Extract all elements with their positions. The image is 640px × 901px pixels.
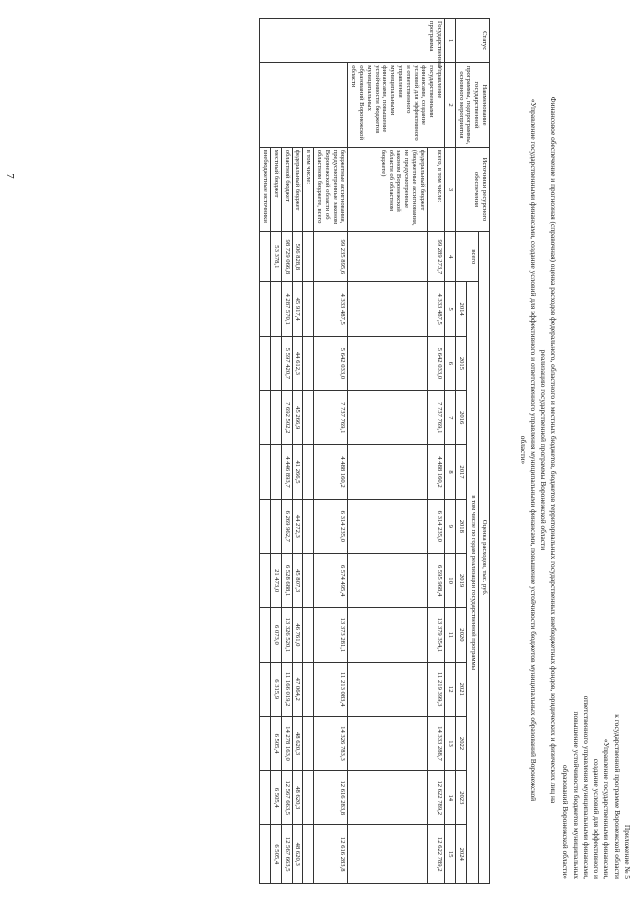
year-value-cell: 5 642 033,0: [314, 336, 348, 390]
year-header: 2019: [455, 553, 466, 607]
year-value-cell: 48 620,3: [292, 716, 303, 770]
year-value-cell: 21 473,0: [271, 553, 282, 607]
year-value-cell: 41 266,5: [292, 445, 303, 499]
year-value-cell: [348, 825, 427, 884]
year-value-cell: 4 488 160,2: [314, 445, 348, 499]
year-value-cell: [260, 391, 271, 445]
year-value-cell: 6 314 235,0: [427, 499, 444, 553]
year-value-cell: 4 446 893,7: [281, 445, 292, 499]
source-cell: бюджетные ассигнования, предусмотренные законом Воронежской области об областном бюджете, всего: [314, 147, 348, 231]
year-value-cell: 11 213 083,4: [314, 662, 348, 716]
year-value-cell: [271, 336, 282, 390]
source-cell: федеральный бюджет (бюджетные ассигнования, не предусмотренные законом Воронежской области об областном бюджете): [348, 147, 427, 231]
estimate-header: Оценка расходов, тыс. руб.: [479, 232, 490, 884]
appendix-line: создание условий для эффективного и: [592, 758, 602, 879]
year-value-cell: [260, 499, 271, 553]
source-header: Источники ресурсного обеспечения: [455, 147, 489, 231]
year-value-cell: 6 269 962,7: [281, 499, 292, 553]
region-name-cell: [260, 63, 348, 147]
year-value-cell: 5 597 420,7: [281, 336, 292, 390]
year-value-cell: 6 595 968,4: [427, 553, 444, 607]
year-header: 2020: [455, 608, 466, 662]
total-cell: 99 289 273,7: [427, 232, 444, 282]
year-header: 2023: [455, 771, 466, 825]
total-cell: [260, 232, 271, 282]
year-value-cell: 13 326 520,1: [281, 608, 292, 662]
year-value-cell: [303, 825, 314, 884]
appendix-line: к государственной программе Воронежской области: [612, 714, 622, 879]
year-value-cell: 11 219 399,3: [427, 662, 444, 716]
year-value-cell: 48 620,3: [292, 771, 303, 825]
column-number: 11: [445, 608, 456, 662]
year-value-cell: 4 333 487,5: [314, 282, 348, 336]
appendix-line: образований Воронежской области»: [561, 764, 571, 879]
year-value-cell: [303, 608, 314, 662]
year-value-cell: 6 505,4: [271, 716, 282, 770]
year-header: 2024: [455, 825, 466, 884]
year-value-cell: [260, 553, 271, 607]
year-header: 2015: [455, 336, 466, 390]
year-value-cell: [260, 608, 271, 662]
year-value-cell: [348, 662, 427, 716]
source-cell: федеральный бюджет: [292, 147, 303, 231]
year-value-cell: 6 315,9: [271, 662, 282, 716]
year-value-cell: 6 314 235,0: [314, 499, 348, 553]
year-value-cell: 6 505,4: [271, 771, 282, 825]
table-row: [427, 19, 444, 884]
year-value-cell: [271, 391, 282, 445]
table-body: [260, 19, 445, 884]
column-number: 6: [445, 336, 456, 390]
title-line: реализацию государственной программы Воронежской области: [539, 349, 548, 551]
year-value-cell: 6 574 495,4: [314, 553, 348, 607]
year-value-cell: [271, 499, 282, 553]
finance-table: [259, 18, 490, 884]
column-number: 4: [445, 232, 456, 282]
year-value-cell: 7 692 502,2: [281, 391, 292, 445]
column-number: 14: [445, 771, 456, 825]
source-cell: всего, в том числе:: [427, 147, 444, 231]
year-value-cell: [271, 445, 282, 499]
year-value-cell: 44 272,3: [292, 499, 303, 553]
appendix-line: повышение устойчивости бюджетов муниципальных: [571, 711, 581, 879]
year-value-cell: [303, 445, 314, 499]
year-value-cell: 12 567 663,5: [281, 825, 292, 884]
year-value-cell: [303, 662, 314, 716]
year-header: 2021: [455, 662, 466, 716]
total-cell: 99 235 895,6: [314, 232, 348, 282]
year-value-cell: 47 064,2: [292, 662, 303, 716]
year-value-cell: [260, 445, 271, 499]
year-value-cell: 13 373 281,1: [314, 608, 348, 662]
appendix-line: ответственного управления муниципальными финансами,: [581, 695, 591, 879]
year-value-cell: [348, 499, 427, 553]
year-header: 2017: [455, 445, 466, 499]
year-value-cell: 6 505,4: [271, 825, 282, 884]
year-value-cell: [348, 553, 427, 607]
table-row: [271, 19, 282, 884]
column-number: 7: [445, 391, 456, 445]
program-name-cell: Управление государственными финансами, создание условий для эффективного и ответственного управления муниципальными финансами, повышение устойчивости бюджетов муниципальных образований Воронежской области: [348, 63, 445, 147]
status-header: Статус: [455, 19, 489, 63]
year-value-cell: [303, 391, 314, 445]
total-cell: [348, 232, 427, 282]
column-number: 15: [445, 825, 456, 884]
total-cell: [303, 232, 314, 282]
year-value-cell: [303, 499, 314, 553]
year-header: 2014: [455, 282, 466, 336]
title-line: «Управление государственными финансами, создание условий для эффективного и ответственного управления муниципальными финансами, повышение устойчивости бюджетов муниципальных образований Воронежской: [529, 98, 538, 802]
year-value-cell: 5 642 033,0: [427, 336, 444, 390]
year-value-cell: 7 737 769,1: [427, 391, 444, 445]
name-header: Наименование государственной программы, подпрограммы, основного мероприятия: [455, 63, 489, 147]
year-value-cell: [348, 608, 427, 662]
page-number: 7: [4, 173, 16, 179]
year-value-cell: 4 287 570,1: [281, 282, 292, 336]
year-value-cell: 6 073,0: [271, 608, 282, 662]
total-header: всего: [455, 232, 478, 282]
column-number: 9: [445, 499, 456, 553]
year-value-cell: [260, 336, 271, 390]
year-value-cell: [303, 716, 314, 770]
year-value-cell: [260, 282, 271, 336]
column-number: 12: [445, 662, 456, 716]
source-cell: в том числе:: [303, 147, 314, 231]
year-value-cell: [348, 445, 427, 499]
year-header: 2022: [455, 716, 466, 770]
year-value-cell: 4 333 487,5: [427, 282, 444, 336]
column-number: 13: [445, 716, 456, 770]
year-value-cell: [348, 391, 427, 445]
year-value-cell: [303, 282, 314, 336]
year-value-cell: 6 528 688,1: [281, 553, 292, 607]
year-header: 2018: [455, 499, 466, 553]
column-number: 8: [445, 445, 456, 499]
year-value-cell: [260, 716, 271, 770]
column-number: 3: [445, 147, 456, 231]
appendix-note: [560, 519, 632, 879]
year-value-cell: 13 379 354,1: [427, 608, 444, 662]
column-number: 5: [445, 282, 456, 336]
year-value-cell: [260, 825, 271, 884]
year-value-cell: [303, 336, 314, 390]
document-title: [518, 30, 558, 870]
status-cell: Государственная программа: [260, 19, 445, 63]
column-number: 10: [445, 553, 456, 607]
total-cell: 98 729 066,8: [281, 232, 292, 282]
title-line: Финансовое обеспечение и прогнозная (справочная) оценка расходов федерального, областного и местных бюджетов, бюджетов территориальных государственных внебюджетных фондов, юридических и физических лиц на: [549, 96, 558, 804]
year-value-cell: 45 807,3: [292, 553, 303, 607]
year-value-cell: 12 622 789,2: [427, 771, 444, 825]
by-years-header: в том числе по годам реализации государственной программы: [466, 282, 479, 884]
year-value-cell: 14 333 288,7: [427, 716, 444, 770]
year-value-cell: [348, 771, 427, 825]
source-cell: областной бюджет: [281, 147, 292, 231]
source-cell: местный бюджет: [271, 147, 282, 231]
year-value-cell: 14 278 163,0: [281, 716, 292, 770]
title-line: области»: [519, 435, 528, 465]
year-value-cell: [348, 716, 427, 770]
year-value-cell: 44 612,3: [292, 336, 303, 390]
year-value-cell: [260, 662, 271, 716]
column-number: 1: [445, 19, 456, 63]
year-value-cell: [348, 336, 427, 390]
table-row: [303, 19, 314, 884]
column-number: 2: [445, 63, 456, 147]
year-value-cell: 11 166 019,2: [281, 662, 292, 716]
year-value-cell: 12 616 283,8: [314, 771, 348, 825]
table-row: [281, 19, 292, 884]
total-cell: 506 828,8: [292, 232, 303, 282]
year-value-cell: 14 326 783,3: [314, 716, 348, 770]
year-header: 2016: [455, 391, 466, 445]
table-row: [260, 19, 271, 884]
total-cell: 53 378,1: [271, 232, 282, 282]
source-cell: внебюджетные источники: [260, 147, 271, 231]
appendix-line: Приложение № 5: [623, 824, 632, 879]
year-value-cell: [348, 282, 427, 336]
table-row: [292, 19, 303, 884]
year-value-cell: 4 488 160,2: [427, 445, 444, 499]
year-value-cell: 12 616 283,8: [314, 825, 348, 884]
year-value-cell: 48 620,3: [292, 825, 303, 884]
year-value-cell: [303, 771, 314, 825]
year-value-cell: 46 761,0: [292, 608, 303, 662]
year-value-cell: 45 917,4: [292, 282, 303, 336]
year-value-cell: [271, 282, 282, 336]
year-value-cell: 45 266,9: [292, 391, 303, 445]
table-row: [348, 19, 427, 884]
year-value-cell: [260, 771, 271, 825]
appendix-line: «Управление государственными финансами,: [602, 738, 612, 879]
year-value-cell: [303, 553, 314, 607]
year-value-cell: 7 737 769,1: [314, 391, 348, 445]
year-value-cell: 12 622 789,2: [427, 825, 444, 884]
year-value-cell: 12 567 663,5: [281, 771, 292, 825]
table-row: [314, 19, 348, 884]
